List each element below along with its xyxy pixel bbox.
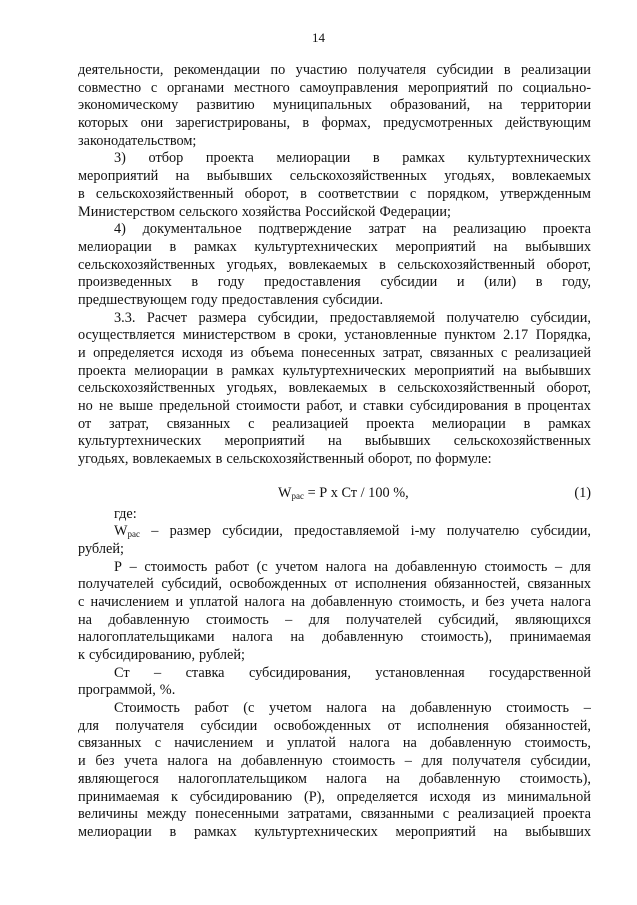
text-line: мероприятий на выбывших сельскохозяйственных угодьях, вовлекаемых <box>78 168 591 185</box>
text-line: принимаемая к субсидированию (Р), определяется исходя из минимальной <box>78 788 591 805</box>
text-line: осуществляется министерством в сроки, установленные пунктом 2.17 Порядка, <box>78 327 591 344</box>
text-line: 3.3. Расчет размера субсидии, предоставляемой получателю субсидии, <box>114 309 591 326</box>
text-line: рублей; <box>78 540 124 557</box>
text-line: получателей субсидий, освобожденных от исполнения обязанностей, связанных <box>78 576 591 593</box>
paragraphs-after-formula <box>78 523 591 841</box>
where-label: где: <box>114 505 137 522</box>
text-line: деятельности, рекомендации по участию получателя субсидии в реализации <box>78 62 591 78</box>
text-line: связанных с начислением и уплатой налога на добавленную стоимость, <box>78 735 591 752</box>
text-line: но не выше предельной стоимости работ, и ставки субсидирования в процентах <box>78 398 591 415</box>
text-line: являющегося налогоплательщиком налога на добавленную стоимость), <box>78 770 591 787</box>
text-line: Р – стоимость работ (с учетом налога на добавленную стоимость – для <box>114 558 591 575</box>
text-line: программой, %. <box>78 682 176 699</box>
text-line: мелиорации в рамках культуртехнических мероприятий на выбывших <box>78 238 591 255</box>
formula-row <box>78 485 591 503</box>
paragraphs-before-formula <box>78 62 591 469</box>
text-line: и без учета налога на добавленную стоимость – для получателя субсидии, <box>78 753 591 770</box>
text-line: к субсидированию, рублей; <box>78 647 245 663</box>
formula-lhs: W <box>278 484 292 501</box>
text-line: для получателя субсидии освобожденных от исполнения обязанностей, <box>78 717 591 734</box>
text-line: культуртехнических мероприятий на выбывших сельскохозяйственных <box>78 433 591 450</box>
formula-lhs-subscript: рас <box>291 490 304 501</box>
text-line: и определяется исходя из объема понесенных затрат, связанных с реализацией <box>78 345 591 361</box>
page-number: 14 <box>312 30 325 45</box>
text-line: Стоимость работ (с учетом налога на добавленную стоимость – <box>114 700 591 717</box>
text-line: $W_{рас}$ – размер субсидии, предоставляемой i-му получателю субсидии, <box>114 523 591 540</box>
formula <box>278 485 409 506</box>
text-line: предшествующем году предоставления субсидии. <box>78 291 384 308</box>
text-line: Ст – ставка субсидирования, установленная государственной <box>114 664 591 681</box>
text-line: налогоплательщиками налога на добавленную стоимость), принимаемая <box>78 629 591 646</box>
formula-rhs: = Р х Ст / 100 %, <box>304 484 409 501</box>
text-line: сельскохозяйственных угодьях, вовлекаемых в сельскохозяйственный оборот, <box>78 380 591 397</box>
text-line: 4) документальное подтверждение затрат на реализацию проекта <box>114 221 591 238</box>
text-line: от затрат, связанных с реализацией проекта мелиорации в рамках <box>78 415 591 432</box>
formula-number: (1) <box>574 484 591 501</box>
text-line: экономическому развитию муниципальных образований, на территории <box>78 97 591 114</box>
text-line: в сельскохозяйственный оборот, в соответствии с порядком, утвержденным <box>78 185 591 202</box>
definition-symbol: $W_{рас}$ <box>114 523 140 540</box>
text-line: произведенных в году предоставления субсидии и (или) в году, <box>78 274 591 291</box>
text-line: угодьях, вовлекаемых в сельскохозяйственный оборот, по формуле: <box>78 451 492 468</box>
text-line: проекта мелиорации в рамках культуртехнических мероприятий на выбывших <box>78 362 591 379</box>
text-line: Министерством сельского хозяйства Российской Федерации; <box>78 203 451 220</box>
text-line: величины между понесенными затратами, связанными с реализацией проекта <box>78 806 591 823</box>
document-body <box>78 62 591 842</box>
text-line: 3) отбор проекта мелиорации в рамках культуртехнических <box>114 150 591 167</box>
text-line: на добавленную стоимость – для получателей субсидий, являющихся <box>78 611 591 628</box>
text-line: сельскохозяйственных угодьях, вовлекаемых в сельскохозяйственный оборот, <box>78 256 591 273</box>
text-line: совместно с органами местного самоуправления мероприятий по социально- <box>78 79 591 96</box>
text-line: мелиорации в рамках культуртехнических мероприятий на выбывших <box>78 823 591 840</box>
text-line: с начислением и уплатой налога на добавленную стоимость, и без учета налога <box>78 593 591 610</box>
text-line: законодательством; <box>78 132 197 149</box>
text-line: которых они зарегистрированы, в формах, предусмотренных действующим <box>78 115 591 132</box>
